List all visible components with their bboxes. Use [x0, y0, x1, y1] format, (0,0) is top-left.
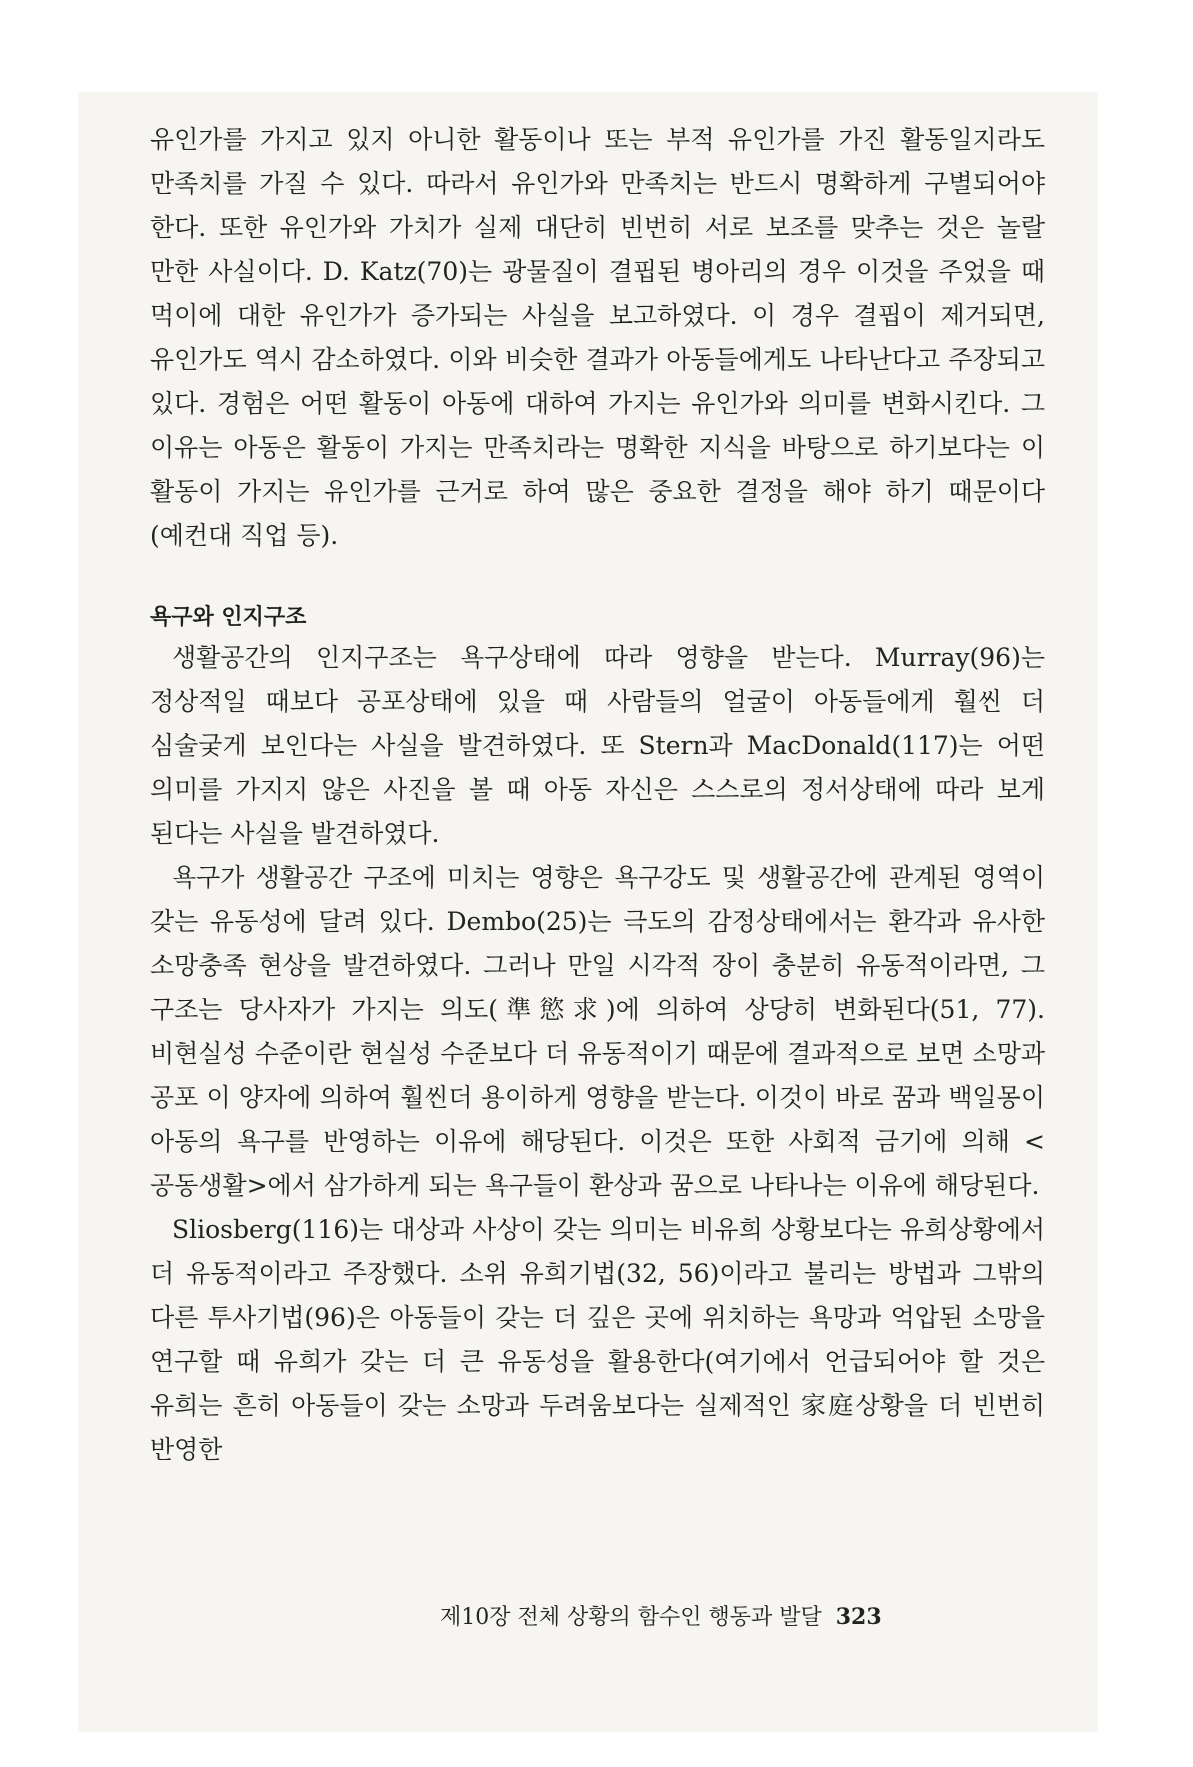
- page-footer: [440, 1600, 882, 1631]
- section-heading: 욕구와 인지구조: [150, 605, 307, 630]
- body-paragraph: Sliosberg(116)는 대상과 사상이 갖는 의미는 비유희 상황보다는 유희상황에서 더 유동적이라고 주장했다. 소위 유희기법(32, 56)이라고 불리는 방법과 그밖의 다른 투사기법(96)은 아동들이 갖는 더 깊은 곳에 위치하는 욕망과 억압된 소망을 연구할 때 유희가 갖는 더 큰 유동성을 활용한다(여기에서 언급되어야 할 것은 유희는 흔히 아동들이 갖는 소망과 두려움보다는 실제적인 家庭상황을 더 빈번히 반영한: [150, 1215, 1045, 1464]
- page-body: [150, 118, 1045, 1472]
- running-chapter-title: 제10장 전체 상황의 함수인 행동과 발달: [440, 1605, 822, 1630]
- page-number: 323: [835, 1604, 882, 1630]
- body-paragraph: 생활공간의 인지구조는 욕구상태에 따라 영향을 받는다. Murray(96)는 정상적일 때보다 공포상태에 있을 때 사람들의 얼굴이 아동들에게 훨씬 더 심술궂게 보인다는 사실을 발견하였다. 또 Stern과 MacDonald(117)는 어떤 의미를 가지지 않은 사진을 볼 때 아동 자신은 스스로의 정서상태에 따라 보게 된다는 사실을 발견하였다.: [150, 643, 1045, 848]
- body-paragraph: 욕구가 생활공간 구조에 미치는 영향은 욕구강도 및 생활공간에 관계된 영역이 갖는 유동성에 달려 있다. Dembo(25)는 극도의 감정상태에서는 환각과 유사한 소망충족 현상을 발견하였다. 그러나 만일 시각적 장이 충분히 유동적이라면, 그 구조는 당사자가 가지는 의도(準慾求)에 의하여 상당히 변화된다(51, 77). 비현실성 수준이란 현실성 수준보다 더 유동적이기 때문에 결과적으로 보면 소망과 공포 이 양자에 의하여 훨씬더 용이하게 영향을 받는다. 이것이 바로 꿈과 백일몽이 아동의 욕구를 반영하는 이유에 해당된다. 이것은 또한 사회적 금기에 의해 <공동생활>에서 삼가하게 되는 욕구들이 환상과 꿈으로 나타나는 이유에 해당된다.: [150, 863, 1045, 1200]
- body-paragraph: 유인가를 가지고 있지 아니한 활동이나 또는 부적 유인가를 가진 활동일지라도 만족치를 가질 수 있다. 따라서 유인가와 만족치는 반드시 명확하게 구별되어야 한다. 또한 유인가와 가치가 실제 대단히 빈번히 서로 보조를 맞추는 것은 놀랄 만한 사실이다. D. Katz(70)는 광물질이 결핍된 병아리의 경우 이것을 주었을 때 먹이에 대한 유인가가 증가되는 사실을 보고하였다. 이 경우 결핍이 제거되면, 유인가도 역시 감소하였다. 이와 비슷한 결과가 아동들에게도 나타난다고 주장되고 있다. 경험은 어떤 활동이 아동에 대하여 가지는 유인가와 의미를 변화시킨다. 그 이유는 아동은 활동이 가지는 만족치라는 명확한 지식을 바탕으로 하기보다는 이 활동이 가지는 유인가를 근거로 하여 많은 중요한 결정을 해야 하기 때문이다(예컨대 직업 등).: [150, 125, 1045, 550]
